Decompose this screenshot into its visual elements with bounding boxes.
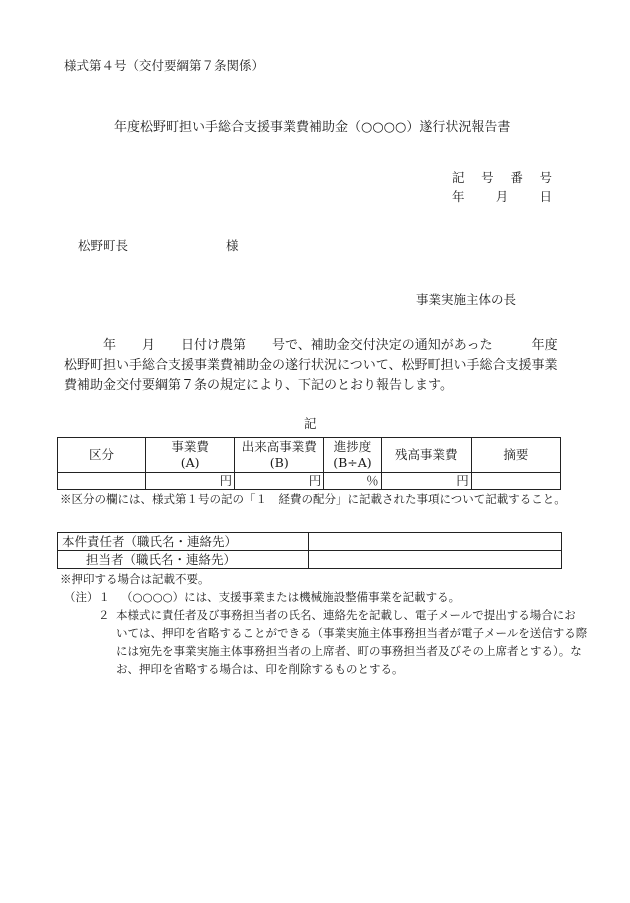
person-in-charge-input[interactable] bbox=[309, 551, 562, 569]
addressee: 松野町長 bbox=[78, 238, 129, 253]
table-note: ※区分の欄には、様式第１号の記の「１ 経費の配分」に記載された事項について記載すること。 bbox=[60, 492, 566, 506]
header-remarks: 摘要 bbox=[471, 438, 560, 473]
reference-date: 年 月 日 bbox=[452, 189, 552, 204]
document-title: 年度松野町担い手総合支援事業費補助金（○○○○）遂行状況報告書 bbox=[114, 120, 511, 135]
note2-line: いては、押印を省略することができる（事業実施主体事務担当者が電子メールを送信する際 bbox=[116, 626, 588, 640]
form-number: 様式第４号（交付要綱第７条関係） bbox=[64, 58, 265, 73]
cell-category[interactable] bbox=[58, 473, 146, 490]
header-completed-cost: 出来高事業費 (B) bbox=[235, 438, 324, 473]
header-progress: 進捗度 (B÷A) bbox=[324, 438, 381, 473]
note2-line: お、押印を省略する場合は、印を削除するものとする。 bbox=[116, 662, 404, 676]
progress-table bbox=[57, 437, 561, 490]
header-remaining-cost: 残高事業費 bbox=[381, 438, 471, 473]
honorific: 様 bbox=[226, 238, 239, 253]
implementer-signature: 事業実施主体の長 bbox=[416, 292, 517, 307]
cell-completed-cost[interactable]: 円 bbox=[235, 473, 324, 490]
contact-row-person bbox=[58, 551, 562, 569]
responsible-input[interactable] bbox=[309, 533, 562, 551]
reference-number: 記 号 番 号 bbox=[452, 170, 552, 185]
person-in-charge-label: 担当者（職氏名・連絡先） bbox=[58, 551, 309, 569]
contact-table bbox=[57, 532, 562, 569]
table-header-row bbox=[58, 438, 561, 473]
cell-project-cost[interactable]: 円 bbox=[146, 473, 235, 490]
body-paragraph: 年 月 日付け農第 号で、補助金交付決定の通知があった 年度松野町担い手総合支援事業費補助金の遂行状況について、松野町担い手総合支援事業費補助金交付要綱第７条の規定により、下記のとおり報告します。 bbox=[64, 338, 558, 393]
note2-line: には宛先を事業実施主体事務担当者の上席者、町の事務担当者及びその上席者とする）。な bbox=[116, 644, 582, 658]
cell-progress[interactable]: ％ bbox=[324, 473, 381, 490]
note2-line: 本様式に責任者及び事務担当者の氏名、連絡先を記載し、電子メールで提出する場合にお bbox=[116, 608, 576, 622]
contact-row-responsible bbox=[58, 533, 562, 551]
ki-heading: 記 bbox=[304, 416, 317, 431]
table-row bbox=[58, 473, 561, 490]
cell-remarks[interactable] bbox=[471, 473, 560, 490]
note2-number: ２ bbox=[98, 608, 110, 622]
note1-text: （○○○○）には、支援事業または機械施設整備事業を記載する。 bbox=[121, 590, 461, 604]
header-category: 区分 bbox=[58, 438, 146, 473]
header-project-cost: 事業費 (A) bbox=[146, 438, 235, 473]
responsible-label: 本件責任者（職氏名・連絡先） bbox=[58, 533, 309, 551]
note1-prefix: （注）１ bbox=[64, 590, 110, 604]
cell-remaining-cost[interactable]: 円 bbox=[381, 473, 471, 490]
seal-note: ※押印する場合は記載不要。 bbox=[60, 572, 210, 586]
